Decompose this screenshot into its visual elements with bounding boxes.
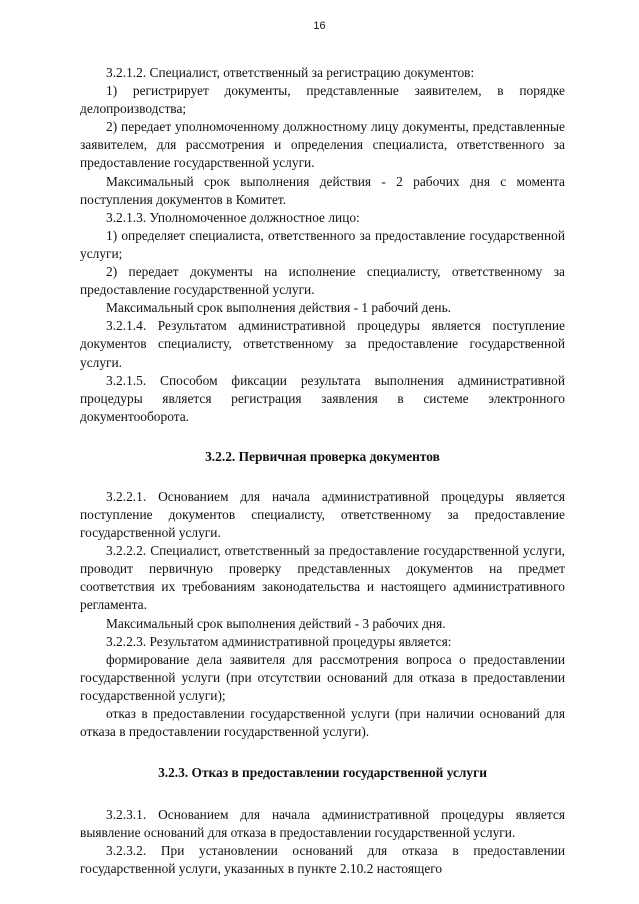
paragraph: формирование дела заявителя для рассмотрения вопроса о предоставлении государственной услуги (при отсутствии оснований для отказа в предоставлении государственной услуги); xyxy=(80,651,565,703)
paragraph: 1) определяет специалиста, ответственного за предоставление государственной услуги; xyxy=(80,227,565,261)
paragraph: 3.2.1.5. Способом фиксации результата выполнения административной процедуры является регистрация заявления в системе электронного документооборота. xyxy=(80,372,565,424)
paragraph: 3.2.3.2. При установлении оснований для отказа в предоставлении государственной услуги, указанных в пункте 2.10.2 настоящего xyxy=(80,843,565,877)
paragraph: отказ в предоставлении государственной услуги (при наличии оснований для отказа в предоставлении государственной услуги). xyxy=(80,706,565,740)
section-heading-3-2-2: 3.2.2. Первичная проверка документов xyxy=(205,448,440,464)
paragraph: 3.2.2.2. Специалист, ответственный за предоставление государственной услуги, проводит первичную проверку представленных документов на предмет соответствия их требованиям законодательства и настоящего административного регламента. xyxy=(80,543,565,613)
section-3-2-2 xyxy=(80,488,565,741)
section-3-2-3 xyxy=(80,806,565,878)
paragraph: 3.2.3.1. Основанием для начала административной процедуры является выявление оснований для отказа в предоставлении государственной услуги. xyxy=(80,807,565,841)
paragraph: 2) передает уполномоченному должностному лицу документы, представленные заявителем, для рассмотрения и определения специалиста, ответственного за предоставление государственной услуги. xyxy=(80,119,565,171)
paragraph: 3.2.1.3. Уполномоченное должностное лицо: xyxy=(106,209,360,225)
paragraph: 1) регистрирует документы, представленные заявителем, в порядке делопроизводства; xyxy=(80,83,565,117)
paragraph: Максимальный срок выполнения действия - 1 рабочий день. xyxy=(106,300,452,316)
paragraph: 3.2.1.4. Результатом административной процедуры является поступление документов специалисту, ответственному за предоставление государственной услуги. xyxy=(80,318,565,370)
paragraph: 3.2.1.2. Специалист, ответственный за регистрацию документов: xyxy=(106,65,475,80)
paragraph: 2) передает документы на исполнение специалисту, ответственному за предоставление государственной услуги. xyxy=(80,264,565,298)
paragraph: 3.2.2.3. Результатом административной процедуры является: xyxy=(106,633,452,649)
paragraph: Максимальный срок выполнения действия - 2 рабочих дня с момента поступления документов в Комитет. xyxy=(80,173,565,207)
paragraph: Максимальный срок выполнения действий - 3 рабочих дня. xyxy=(106,615,446,631)
section-heading-3-2-3: 3.2.3. Отказ в предоставлении государственной услуги xyxy=(158,765,487,781)
document-body xyxy=(80,64,565,879)
paragraph: 3.2.2.1. Основанием для начала административной процедуры является поступление документов специалисту, ответственному за предоставление государственной услуги. xyxy=(80,488,565,541)
page-number: 16 xyxy=(313,20,326,32)
section-3-2-1-continued xyxy=(80,64,565,426)
